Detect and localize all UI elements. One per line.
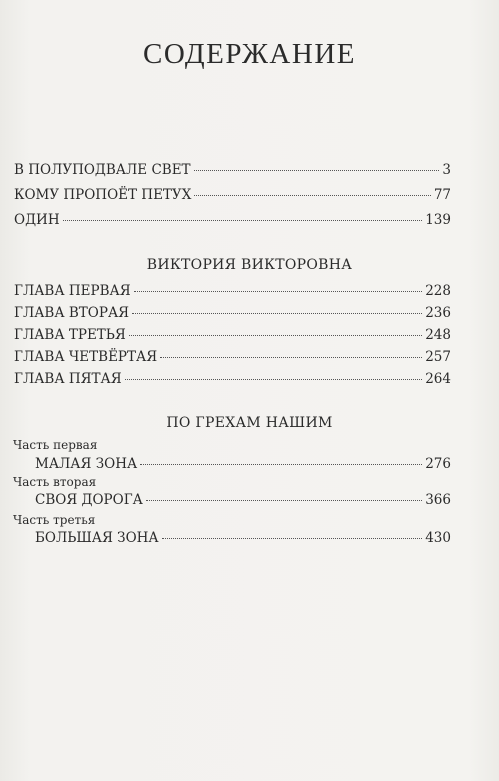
toc-entry-label: ГЛАВА ПЯТАЯ (14, 371, 122, 387)
toc-entry (35, 456, 451, 472)
toc-entry (14, 283, 451, 299)
toc-entry-label: ГЛАВА ТРЕТЬЯ (14, 327, 126, 343)
section-heading: ПО ГРЕХАМ НАШИМ (166, 415, 333, 431)
toc-entry-label: КОМУ ПРОПОЁТ ПЕТУХ (14, 187, 192, 203)
toc-entry-page: 257 (425, 349, 451, 365)
toc-entry (14, 349, 451, 365)
toc-entry-page: 139 (425, 212, 451, 228)
toc-entry (35, 492, 451, 508)
toc-entry-page: 77 (433, 187, 451, 203)
toc-entry-label: СВОЯ ДОРОГА (35, 492, 143, 508)
part-label: Часть третья (13, 513, 96, 527)
toc-entry-label: ОДИН (14, 212, 60, 228)
toc-entry-page: 430 (425, 530, 451, 546)
toc-entry-label: В ПОЛУПОДВАЛЕ СВЕТ (14, 162, 191, 178)
toc-leader-dots (162, 538, 423, 539)
toc-leader-dots (160, 357, 422, 358)
toc-leader-dots (125, 379, 423, 380)
toc-entry-page: 228 (425, 283, 451, 299)
toc-entry-page: 236 (425, 305, 451, 321)
toc-entry-page: 248 (425, 327, 451, 343)
toc-entry (14, 327, 451, 343)
toc-leader-dots (132, 313, 422, 314)
toc-entry-page: 3 (442, 162, 451, 178)
toc-leader-dots (63, 220, 423, 221)
toc-entry-page: 276 (425, 456, 451, 472)
toc-entry-label: БОЛЬШАЯ ЗОНА (35, 530, 159, 546)
toc-entry-label: ГЛАВА ВТОРАЯ (14, 305, 130, 321)
toc-entry-label: ГЛАВА ЧЕТВЁРТАЯ (14, 349, 158, 365)
toc-entry (14, 162, 451, 178)
toc-leader-dots (140, 464, 422, 465)
toc-entry-label: МАЛАЯ ЗОНА (35, 456, 138, 472)
page-title: СОДЕРЖАНИЕ (143, 38, 356, 70)
toc-leader-dots (129, 335, 422, 336)
toc-entry-page: 264 (425, 371, 451, 387)
toc-entry (14, 371, 451, 387)
toc-entry (14, 187, 451, 203)
part-label: Часть вторая (13, 475, 97, 489)
toc-entry (14, 212, 451, 228)
part-label: Часть первая (13, 438, 98, 452)
toc-entry-label: ГЛАВА ПЕРВАЯ (14, 283, 131, 299)
toc-leader-dots (194, 195, 431, 196)
toc-entry-page: 366 (425, 492, 451, 508)
toc-leader-dots (146, 500, 422, 501)
toc-leader-dots (194, 170, 440, 171)
toc-entry (14, 305, 451, 321)
section-heading: ВИКТОРИЯ ВИКТОРОВНА (146, 257, 353, 273)
toc-entry (35, 530, 451, 546)
toc-leader-dots (134, 291, 423, 292)
